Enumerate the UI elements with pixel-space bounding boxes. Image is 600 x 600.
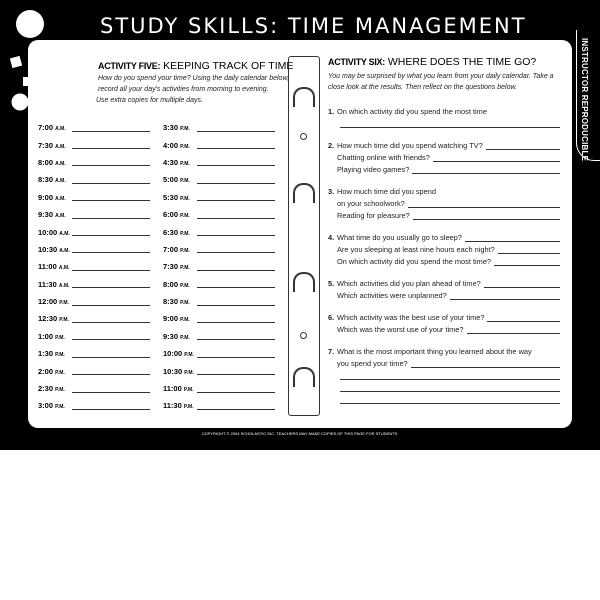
question-text: How much time did you spend watching TV? [337, 141, 483, 150]
time-label: 2:00 P.M. [38, 366, 65, 376]
question-line [328, 276, 560, 288]
activity-entry-line[interactable] [197, 298, 275, 306]
time-slot-row [163, 345, 275, 362]
binder-hole-icon [300, 133, 307, 140]
time-label: 9:00 P.M. [163, 314, 190, 324]
question-line [328, 104, 560, 116]
binder-strip [288, 56, 320, 416]
activity-entry-line[interactable] [72, 263, 150, 271]
time-slot-row [163, 310, 275, 327]
activity-entry-line[interactable] [72, 402, 150, 410]
answer-line[interactable] [465, 235, 560, 242]
time-label: 3:00 P.M. [38, 401, 65, 411]
question-line [328, 162, 560, 174]
time-slot-row [38, 189, 150, 206]
answer-line[interactable] [413, 213, 560, 220]
time-slot-row [163, 154, 275, 171]
question-line [328, 242, 560, 254]
question-line [328, 150, 560, 162]
time-slot-row [38, 206, 150, 223]
time-slot-row [163, 293, 275, 310]
time-label: 2:30 P.M. [38, 384, 65, 394]
time-slot-row [38, 241, 150, 258]
answer-line[interactable] [340, 373, 560, 380]
question-item [328, 344, 560, 404]
time-label: 8:00 P.M. [163, 279, 190, 289]
time-label: 9:00 A.M. [38, 192, 66, 202]
answer-line[interactable] [340, 121, 560, 128]
time-label: 10:00 P.M. [163, 349, 194, 359]
time-slot-row [163, 380, 275, 397]
activity-entry-line[interactable] [197, 332, 275, 340]
time-label: 7:00 A.M. [38, 123, 66, 133]
activity-entry-line[interactable] [197, 158, 275, 166]
time-slot-row [163, 241, 275, 258]
time-slot-row [163, 258, 275, 275]
question-text: Which activities were unplanned? [337, 291, 447, 300]
question-item [328, 310, 560, 334]
time-label: 12:00 P.M. [38, 297, 69, 307]
activity-entry-line[interactable] [197, 315, 275, 323]
answer-line[interactable] [467, 327, 560, 334]
question-line [328, 288, 560, 300]
time-label: 4:30 P.M. [163, 157, 190, 167]
activity-entry-line[interactable] [197, 245, 275, 253]
question-text: On which activity did you spend the most time? [337, 257, 492, 266]
time-label: 8:30 A.M. [38, 175, 66, 185]
time-label: 3:30 P.M. [163, 123, 190, 133]
activity-entry-line[interactable] [197, 263, 275, 271]
activity-entry-line[interactable] [72, 245, 150, 253]
time-label: 9:30 P.M. [163, 331, 190, 341]
time-slot-row [38, 223, 150, 240]
time-slot-row [38, 171, 150, 188]
question-number: 1. [328, 107, 335, 116]
question-text: Which was the worst use of your time? [337, 325, 464, 334]
binder-ring-icon [293, 87, 315, 107]
time-slot-row [38, 258, 150, 275]
activity-entry-line[interactable] [72, 124, 150, 132]
time-slot-row [163, 328, 275, 345]
question-number: 3. [328, 187, 335, 196]
time-slot-row [163, 136, 275, 153]
time-slot-row [163, 119, 275, 136]
activity-entry-line[interactable] [72, 332, 150, 340]
question-line [328, 184, 560, 196]
question-text: What is the most important thing you learned about the way [337, 347, 532, 356]
question-line [328, 368, 560, 380]
activity-entry-line[interactable] [197, 141, 275, 149]
activity-entry-line[interactable] [72, 298, 150, 306]
activity-entry-line[interactable] [72, 385, 150, 393]
question-line [328, 344, 560, 356]
answer-line[interactable] [412, 167, 560, 174]
question-text: Which activity was the best use of your time? [337, 313, 485, 322]
activity-five-heading: ACTIVITY FIVE: KEEPING TRACK OF TIME [98, 60, 294, 72]
schedule-column-morning [38, 119, 150, 415]
side-tab-label: INSTRUCTOR REPRODUCIBLE [580, 38, 589, 162]
question-line [328, 208, 560, 220]
time-label: 11:00 P.M. [163, 384, 194, 394]
question-line [328, 322, 560, 334]
binder-ring-icon [293, 272, 315, 292]
activity-entry-line[interactable] [197, 211, 275, 219]
activity-six-intro: You may be surprised by what you learn from your daily calendar. Take a close look at the results. Then reflect on the questions below. [328, 73, 554, 91]
time-label: 10:00 A.M. [38, 227, 70, 237]
time-label: 6:00 P.M. [163, 210, 190, 220]
answer-line[interactable] [408, 201, 560, 208]
time-label: 1:00 P.M. [38, 331, 65, 341]
time-label: 7:00 P.M. [163, 244, 190, 254]
time-label: 8:30 P.M. [163, 297, 190, 307]
activity-entry-line[interactable] [72, 315, 150, 323]
activity-entry-line[interactable] [72, 141, 150, 149]
time-slot-row [38, 154, 150, 171]
time-label: 7:30 P.M. [163, 262, 190, 272]
activity-entry-line[interactable] [197, 228, 275, 236]
time-label: 11:00 A.M. [38, 262, 70, 272]
question-text: Chatting online with friends? [337, 153, 430, 162]
question-text: Which activities did you plan ahead of time? [337, 279, 481, 288]
time-label: 4:00 P.M. [163, 140, 190, 150]
time-slot-row [38, 380, 150, 397]
time-slot-row [38, 136, 150, 153]
answer-line[interactable] [450, 293, 560, 300]
time-label: 10:30 P.M. [163, 366, 194, 376]
question-item [328, 104, 560, 128]
copyright-footer: COPYRIGHT © 2004 SCHOLASTIC INC. TEACHERS MAY MAKE COPIES OF THIS PAGE FOR STUDENTS. [201, 431, 399, 436]
question-text: you spend your time? [337, 359, 408, 368]
activity-entry-line[interactable] [72, 158, 150, 166]
question-list [328, 104, 560, 414]
answer-line[interactable] [498, 247, 560, 254]
activity-entry-line[interactable] [72, 350, 150, 358]
question-text: on your schoolwork? [337, 199, 405, 208]
time-slot-row [38, 119, 150, 136]
binder-hole-icon [300, 332, 307, 339]
time-slot-row [38, 362, 150, 379]
activity-entry-line[interactable] [197, 350, 275, 358]
activity-entry-line[interactable] [197, 193, 275, 201]
answer-line[interactable] [486, 143, 560, 150]
answer-line[interactable] [484, 281, 560, 288]
activity-entry-line[interactable] [72, 211, 150, 219]
time-label: 5:00 P.M. [163, 175, 190, 185]
question-line [328, 196, 560, 208]
question-item [328, 276, 560, 300]
activity-six-heading: ACTIVITY SIX: WHERE DOES THE TIME GO? [328, 56, 537, 68]
activity-entry-line[interactable] [197, 124, 275, 132]
answer-line[interactable] [433, 155, 560, 162]
question-number: 6. [328, 313, 335, 322]
question-text: Reading for pleasure? [337, 211, 410, 220]
question-number: 2. [328, 141, 335, 150]
activity-entry-line[interactable] [72, 367, 150, 375]
question-number: 7. [328, 347, 335, 356]
question-text: On which activity did you spend the most time [337, 107, 487, 116]
binder-ring-icon [293, 367, 315, 387]
activity-five-intro: How do you spend your time? Using the daily calendar below, record all your day's activities from morning to evening. Use extra copies for multiple days. [96, 75, 290, 104]
activity-entry-line[interactable] [197, 176, 275, 184]
answer-line[interactable] [340, 397, 560, 404]
time-slot-row [38, 276, 150, 293]
time-slot-row [38, 397, 150, 414]
question-text: What time do you usually go to sleep? [337, 233, 462, 242]
time-slot-row [163, 397, 275, 414]
binder-ring-icon [293, 183, 315, 203]
question-item [328, 138, 560, 174]
activity-entry-line[interactable] [72, 193, 150, 201]
activity-entry-line[interactable] [72, 280, 150, 288]
activity-entry-line[interactable] [72, 228, 150, 236]
answer-line[interactable] [340, 385, 560, 392]
question-text: Are you sleeping at least nine hours each night? [337, 245, 495, 254]
time-label: 9:30 A.M. [38, 210, 66, 220]
question-line [328, 380, 560, 392]
schedule-column-evening [163, 119, 275, 415]
activity-entry-line[interactable] [197, 367, 275, 375]
time-label: 11:30 P.M. [163, 401, 194, 411]
question-line [328, 254, 560, 266]
activity-entry-line[interactable] [197, 280, 275, 288]
answer-line[interactable] [487, 315, 560, 322]
time-label: 5:30 P.M. [163, 192, 190, 202]
answer-line[interactable] [411, 361, 560, 368]
question-number: 4. [328, 233, 335, 242]
question-item [328, 184, 560, 220]
time-slot-row [38, 310, 150, 327]
question-line [328, 116, 560, 128]
time-label: 10:30 A.M. [38, 244, 70, 254]
time-slot-row [163, 171, 275, 188]
question-line [328, 392, 560, 404]
question-line [328, 138, 560, 150]
question-line [328, 356, 560, 368]
time-label: 11:30 A.M. [38, 279, 70, 289]
time-label: 12:30 P.M. [38, 314, 69, 324]
question-text: Playing video games? [337, 165, 410, 174]
time-slot-row [38, 345, 150, 362]
time-label: 6:30 P.M. [163, 227, 190, 237]
time-label: 1:30 P.M. [38, 349, 65, 359]
question-number: 5. [328, 279, 335, 288]
page-title: STUDY SKILLS: TIME MANAGEMENT [100, 14, 527, 38]
question-line [328, 230, 560, 242]
activity-entry-line[interactable] [197, 385, 275, 393]
time-slot-row [38, 293, 150, 310]
time-slot-row [163, 223, 275, 240]
answer-line[interactable] [494, 259, 560, 266]
question-line [328, 310, 560, 322]
question-item [328, 230, 560, 266]
time-label: 8:00 A.M. [38, 157, 66, 167]
time-slot-row [163, 276, 275, 293]
activity-entry-line[interactable] [72, 176, 150, 184]
time-label: 7:30 A.M. [38, 140, 66, 150]
time-slot-row [163, 362, 275, 379]
time-slot-row [163, 189, 275, 206]
time-slot-row [163, 206, 275, 223]
activity-entry-line[interactable] [197, 402, 275, 410]
time-slot-row [38, 328, 150, 345]
question-text: How much time did you spend [337, 187, 437, 196]
